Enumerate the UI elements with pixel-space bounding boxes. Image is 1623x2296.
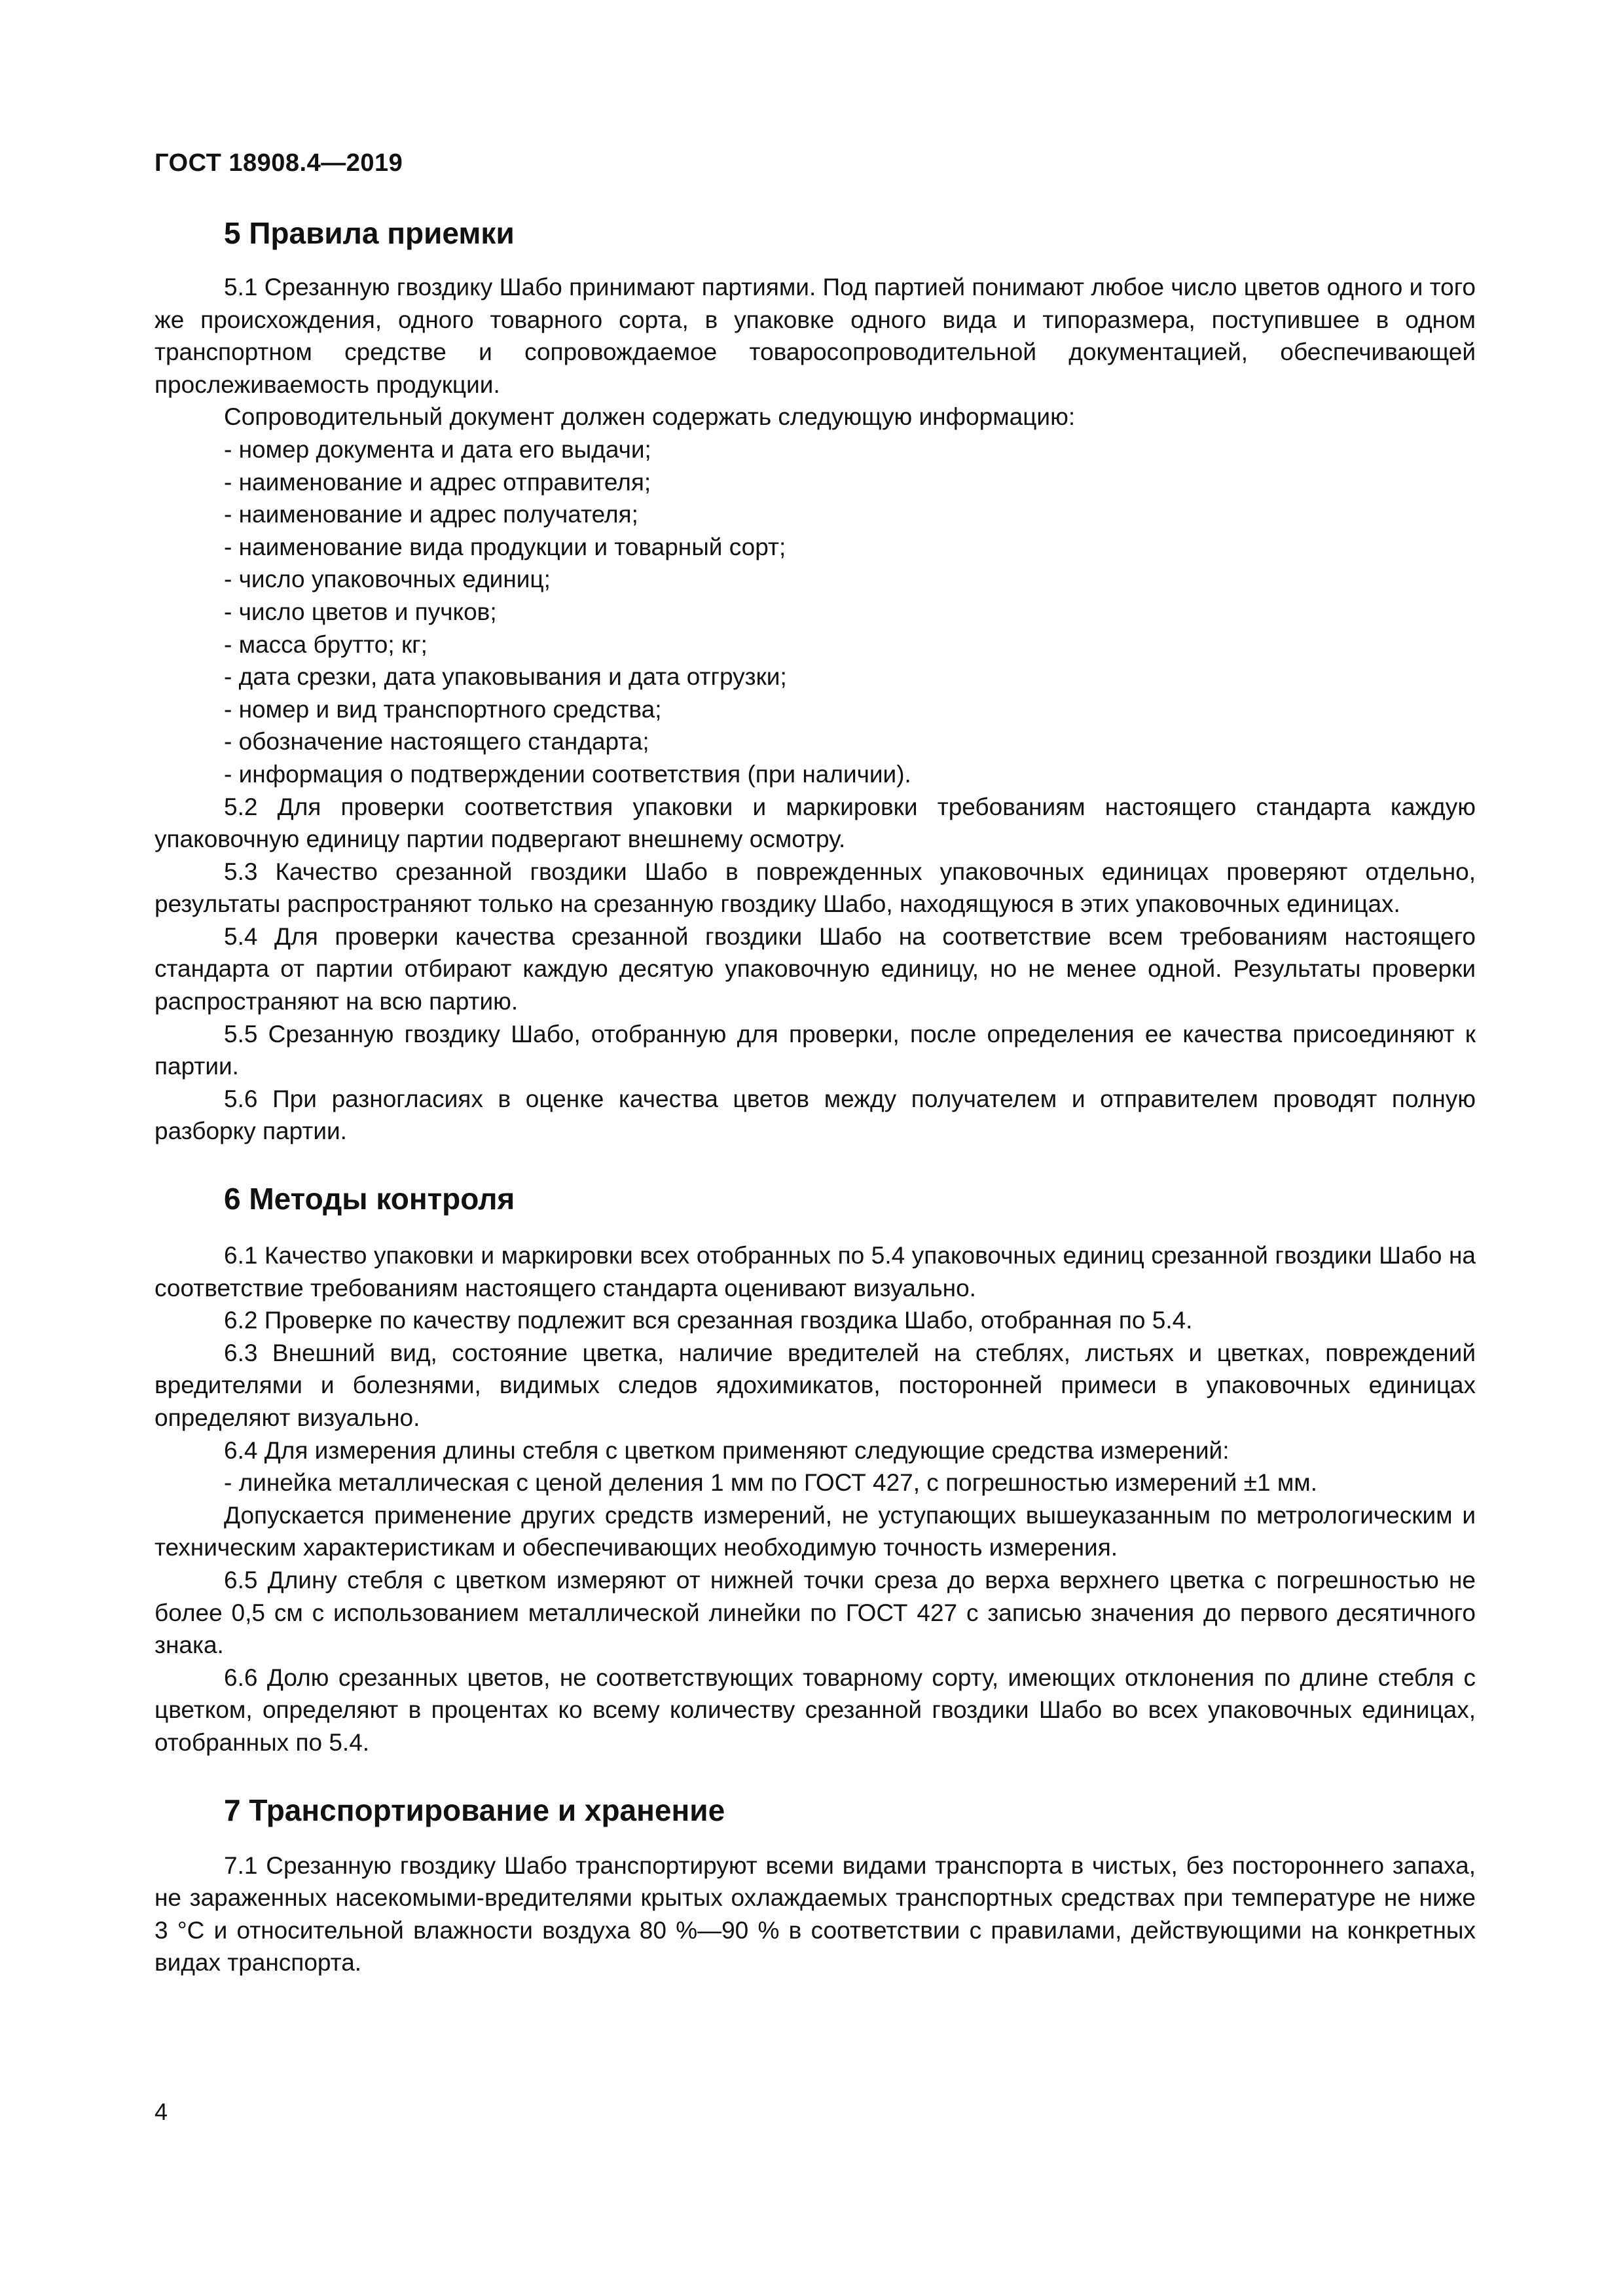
doc-requirements-list: [155, 433, 1476, 791]
paragraph-6-2: 6.2 Проверке по качеству подлежит вся срезанная гвоздика Шабо, отобранная по 5.4.: [224, 1307, 1193, 1334]
document-header: ГОСТ 18908.4—2019: [155, 149, 403, 177]
list-item: - наименование вида продукции и товарный сорт;: [224, 533, 786, 560]
paragraph-6-3: 6.3 Внешний вид, состояние цветка, наличие вредителей на стеблях, листьях и цветках, повреждений вредителями и болезнями, видимых следов ядохимикатов, посторонней примеси в упаковочных единицах определяют визуально.: [155, 1339, 1476, 1431]
section-5-title: 5 Правила приемки: [224, 216, 515, 250]
list-item: - наименование и адрес получателя;: [224, 501, 638, 528]
paragraph-5-1: 5.1 Срезанную гвоздику Шабо принимают партиями. Под партией понимают любое число цветов одного и того же происхождения, одного товарного сорта, в упаковке одного вида и типоразмера, поступившее в одном транспортном средстве и сопровождаемое товаросопроводительной документацией, обеспечивающей прослеживаемость продукции.: [155, 274, 1476, 398]
section-6-title: 6 Методы контроля: [224, 1182, 515, 1216]
list-item: - дата срезки, дата упаковывания и дата отгрузки;: [224, 663, 787, 691]
paragraph-6-4-item: - линейка металлическая с ценой деления 1 мм по ГОСТ 427, с погрешностью измерений ±1 мм.: [224, 1469, 1317, 1497]
paragraph-5-6: 5.6 При разногласиях в оценке качества цветов между получателем и отправителем проводят полную разборку партии.: [155, 1085, 1476, 1145]
paragraph-5-4: 5.4 Для проверки качества срезанной гвоздики Шабо на соответствие всем требованиям настоящего стандарта от партии отбирают каждую десятую упаковочную единицу, но не менее одной. Результаты проверки распространяют на всю партию.: [155, 922, 1476, 1015]
paragraph-6-6: 6.6 Долю срезанных цветов, не соответствующих товарному сорту, имеющих отклонения по длине стебля с цветком, определяют в процентах ко всему количеству срезанной гвоздики Шабо во всех упаковочных единицах, отобранных по 5.4.: [155, 1664, 1476, 1756]
list-item: - обозначение настоящего стандарта;: [224, 728, 649, 756]
document-body: [155, 213, 1476, 1979]
list-item: - число цветов и пучков;: [224, 598, 497, 625]
section-7-title: 7 Транспортирование и хранение: [224, 1793, 725, 1827]
list-item: - номер документа и дата его выдачи;: [224, 435, 651, 463]
list-item: - номер и вид транспортного средства;: [224, 695, 662, 723]
paragraph-6-5: 6.5 Длину стебля с цветком измеряют от нижней точки среза до верха верхнего цветка с погрешностью не более 0,5 см с использованием металлической линейки по ГОСТ 427 с записью значения до первого десятичного знака.: [155, 1566, 1476, 1659]
list-item: - число упаковочных единиц;: [224, 566, 551, 593]
paragraph-5-5: 5.5 Срезанную гвоздику Шабо, отобранную для проверки, после определения ее качества присоединяют к партии.: [155, 1020, 1476, 1080]
paragraph-5-3: 5.3 Качество срезанной гвоздики Шабо в поврежденных упаковочных единицах проверяют отдельно, результаты распространяют только на срезанную гвоздику Шабо, находящуюся в этих упаковочных единицах.: [155, 858, 1476, 918]
doc-intro: Сопроводительный документ должен содержать следующую информацию:: [224, 403, 1076, 431]
page-number: 4: [155, 2098, 168, 2125]
list-item: - масса брутто; кг;: [224, 630, 428, 658]
paragraph-5-2: 5.2 Для проверки соответствия упаковки и маркировки требованиям настоящего стандарта каждую упаковочную единицу партии подвергают внешнему осмотру.: [155, 793, 1476, 853]
paragraph-6-4-note: Допускается применение других средств измерений, не уступающих вышеуказанным по метрологическим и техническим характеристикам и обеспечивающих необходимую точность измерения.: [155, 1501, 1476, 1561]
paragraph-6-1: 6.1 Качество упаковки и маркировки всех отобранных по 5.4 упаковочных единиц срезанной гвоздики Шабо на соответствие требованиям настоящего стандарта оценивают визуально.: [155, 1242, 1476, 1302]
paragraph-6-4: 6.4 Для измерения длины стебля с цветком применяют следующие средства измерений:: [224, 1436, 1230, 1464]
list-item: - информация о подтверждении соответствия (при наличии).: [224, 760, 911, 788]
list-item: - наименование и адрес отправителя;: [224, 468, 651, 496]
paragraph-7-1: 7.1 Срезанную гвоздику Шабо транспортируют всеми видами транспорта в чистых, без постороннего запаха, не зараженных насекомыми-вредителями крытых охлаждаемых транспортных средствах при температуре не ниже 3 °С и относительной влажности воздуха 80 %—90 % в соответствии с правилами, действующими на конкретных видах транспорта.: [155, 1851, 1476, 1977]
